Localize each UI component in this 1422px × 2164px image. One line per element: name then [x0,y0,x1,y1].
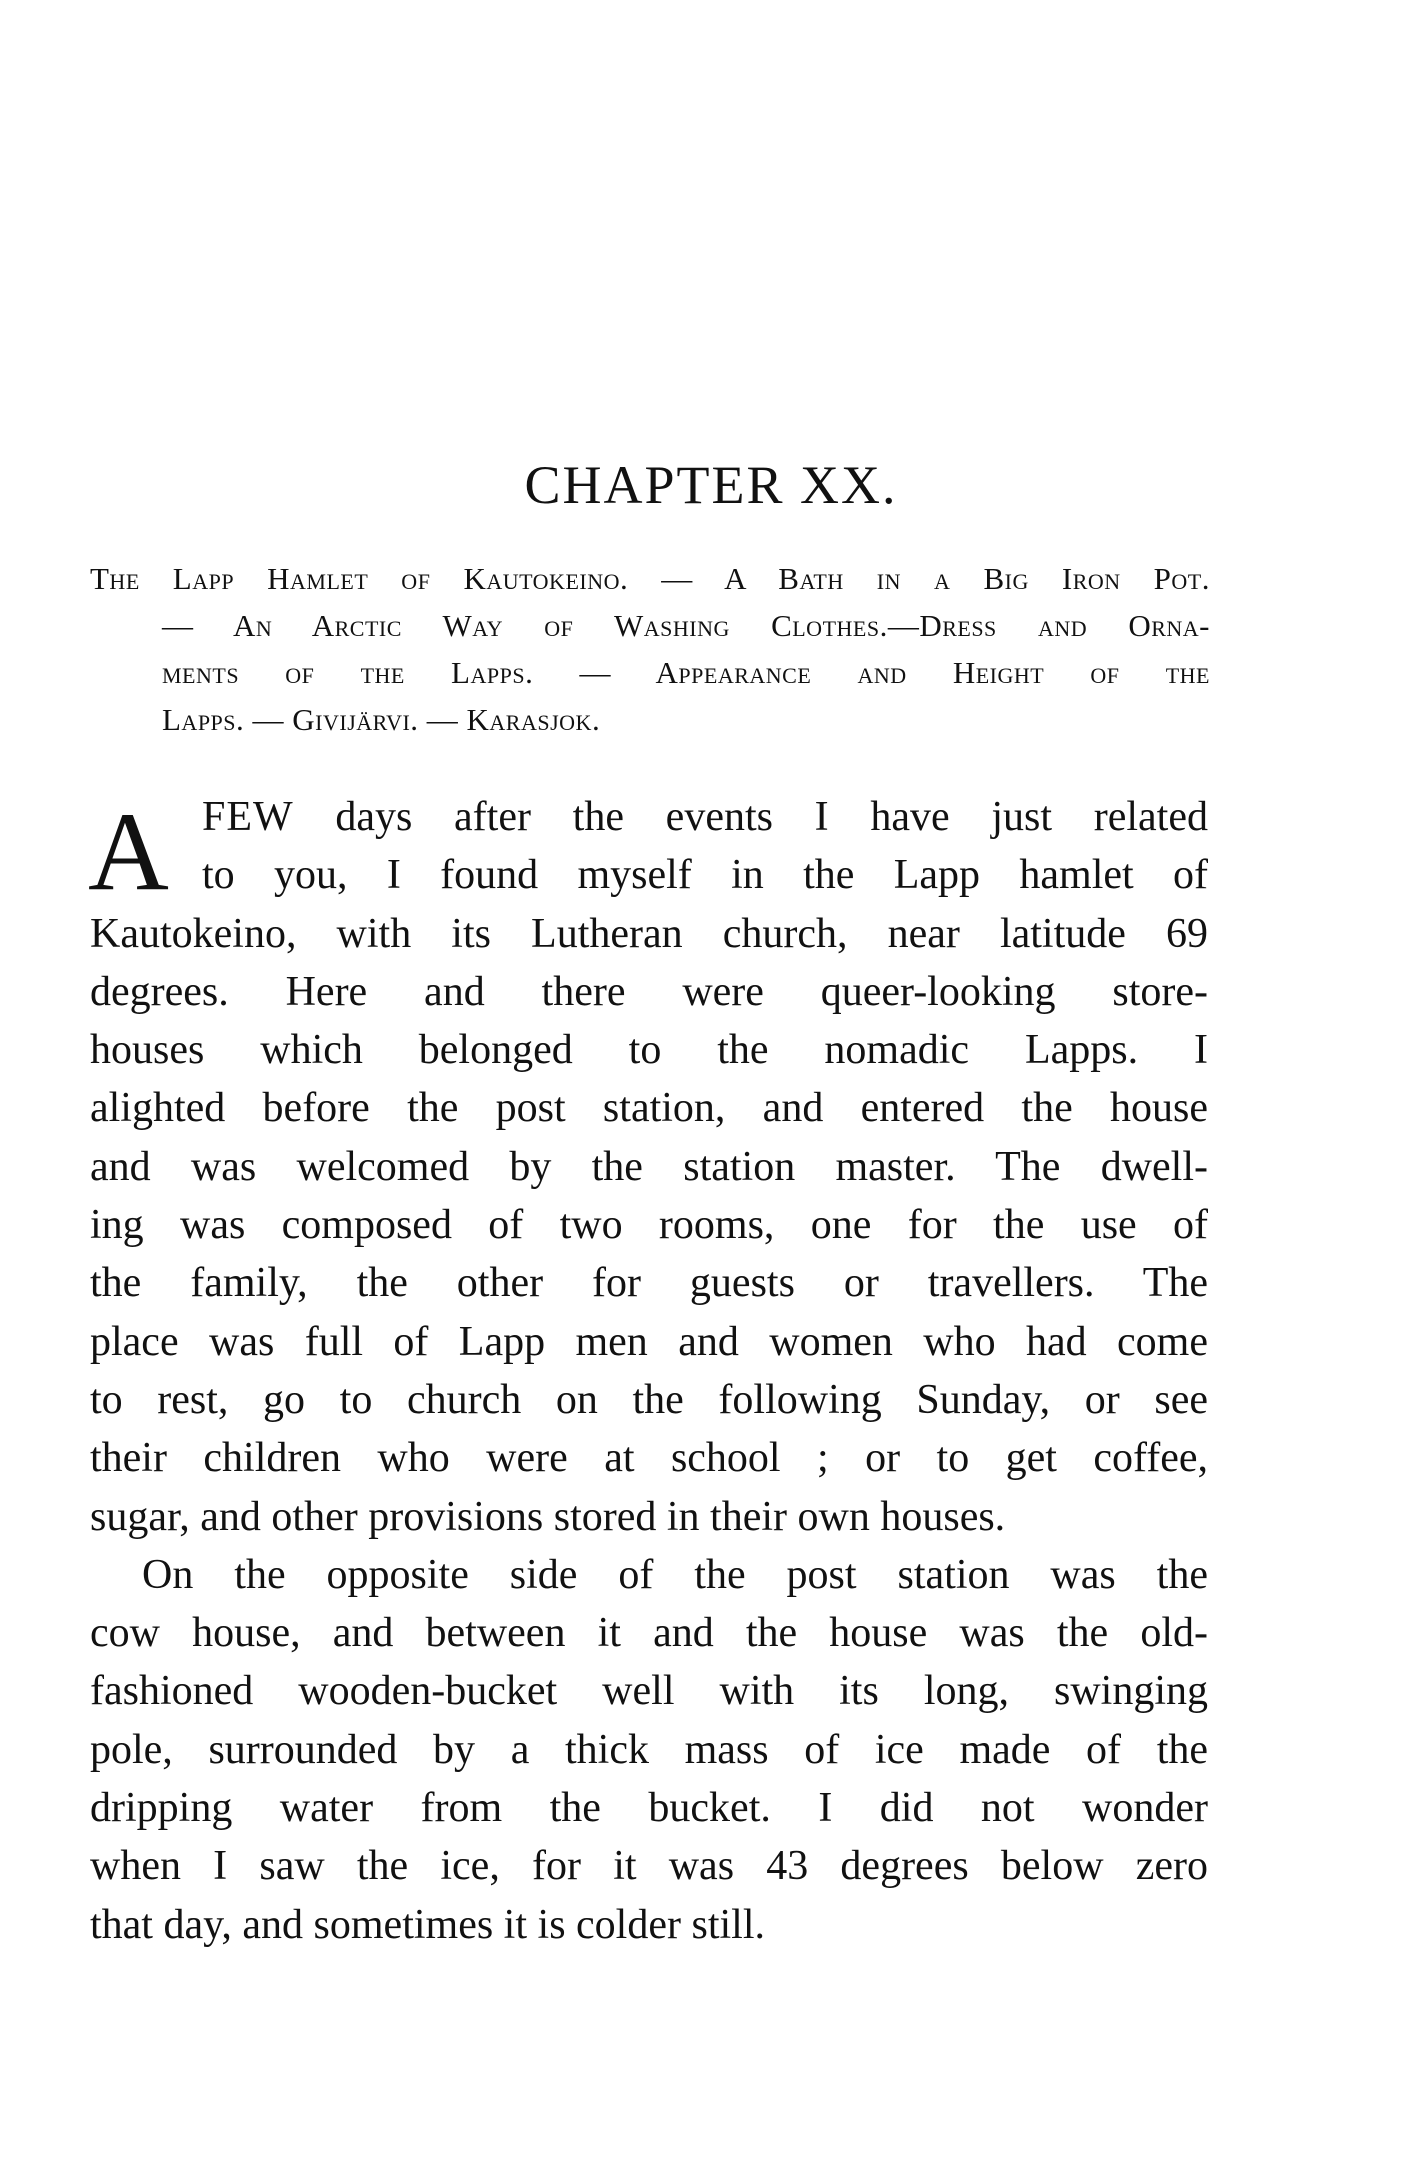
paragraph-line: that day, and sometimes it is colder still. [90,1901,765,1948]
paragraph-line: place was full of Lapp men and women who had come [90,1318,1208,1365]
paragraph-line: and was welcomed by the station master. The dwell- [90,1143,1208,1190]
first-line-text: days after the events I have just related [293,794,1208,840]
lead-word: FEW [202,794,294,840]
paragraph-line: cow house, and between it and the house was the old- [90,1610,1208,1657]
paragraph-line: degrees. Here and there were queer-looking store- [90,968,1208,1015]
paragraph-line: to you, I found myself in the Lapp hamlet of [202,852,1208,899]
paragraph-line: the family, the other for guests or travellers. The [90,1260,1208,1307]
paragraph-line: fashioned wooden-bucket well with its long, swinging [90,1668,1208,1715]
paragraph-line: dripping water from the bucket. I did not wonder [90,1785,1208,1832]
paragraph-line: houses which belonged to the nomadic Lapps. I [90,1027,1208,1074]
synopsis-line: The Lapp Hamlet of Kautokeino. — A Bath in a Big Iron Pot. [90,561,1210,596]
paragraph-line: ing was composed of two rooms, one for the use of [90,1202,1208,1249]
paragraph-line: their children who were at school ; or to get coffee, [90,1435,1208,1482]
chapter-body [90,788,1208,1954]
chapter-synopsis [90,555,1210,743]
drop-cap: A [88,790,169,914]
paragraph-line: pole, surrounded by a thick mass of ice made of the [90,1726,1208,1773]
first-line [90,788,1208,846]
synopsis-line: ments of the Lapps. — Appearance and Height of the [162,655,1210,690]
synopsis-line: Lapps. — Givijärvi. — Karasjok. [162,702,601,737]
paragraph-line: to rest, go to church on the following Sunday, or see [90,1376,1208,1423]
paragraph-line: Kautokeino, with its Lutheran church, near latitude 69 [90,910,1208,957]
paragraph-line: sugar, and other provisions stored in their own houses. [90,1493,1006,1540]
paragraph-line: when I saw the ice, for it was 43 degrees below zero [90,1843,1208,1890]
paragraph-line: alighted before the post station, and entered the house [90,1085,1208,1132]
chapter-title: CHAPTER XX. [524,455,898,515]
synopsis-line: — An Arctic Way of Washing Clothes.—Dress and Orna- [162,608,1210,643]
paragraph-line: On the opposite side of the post station was the [142,1551,1208,1598]
